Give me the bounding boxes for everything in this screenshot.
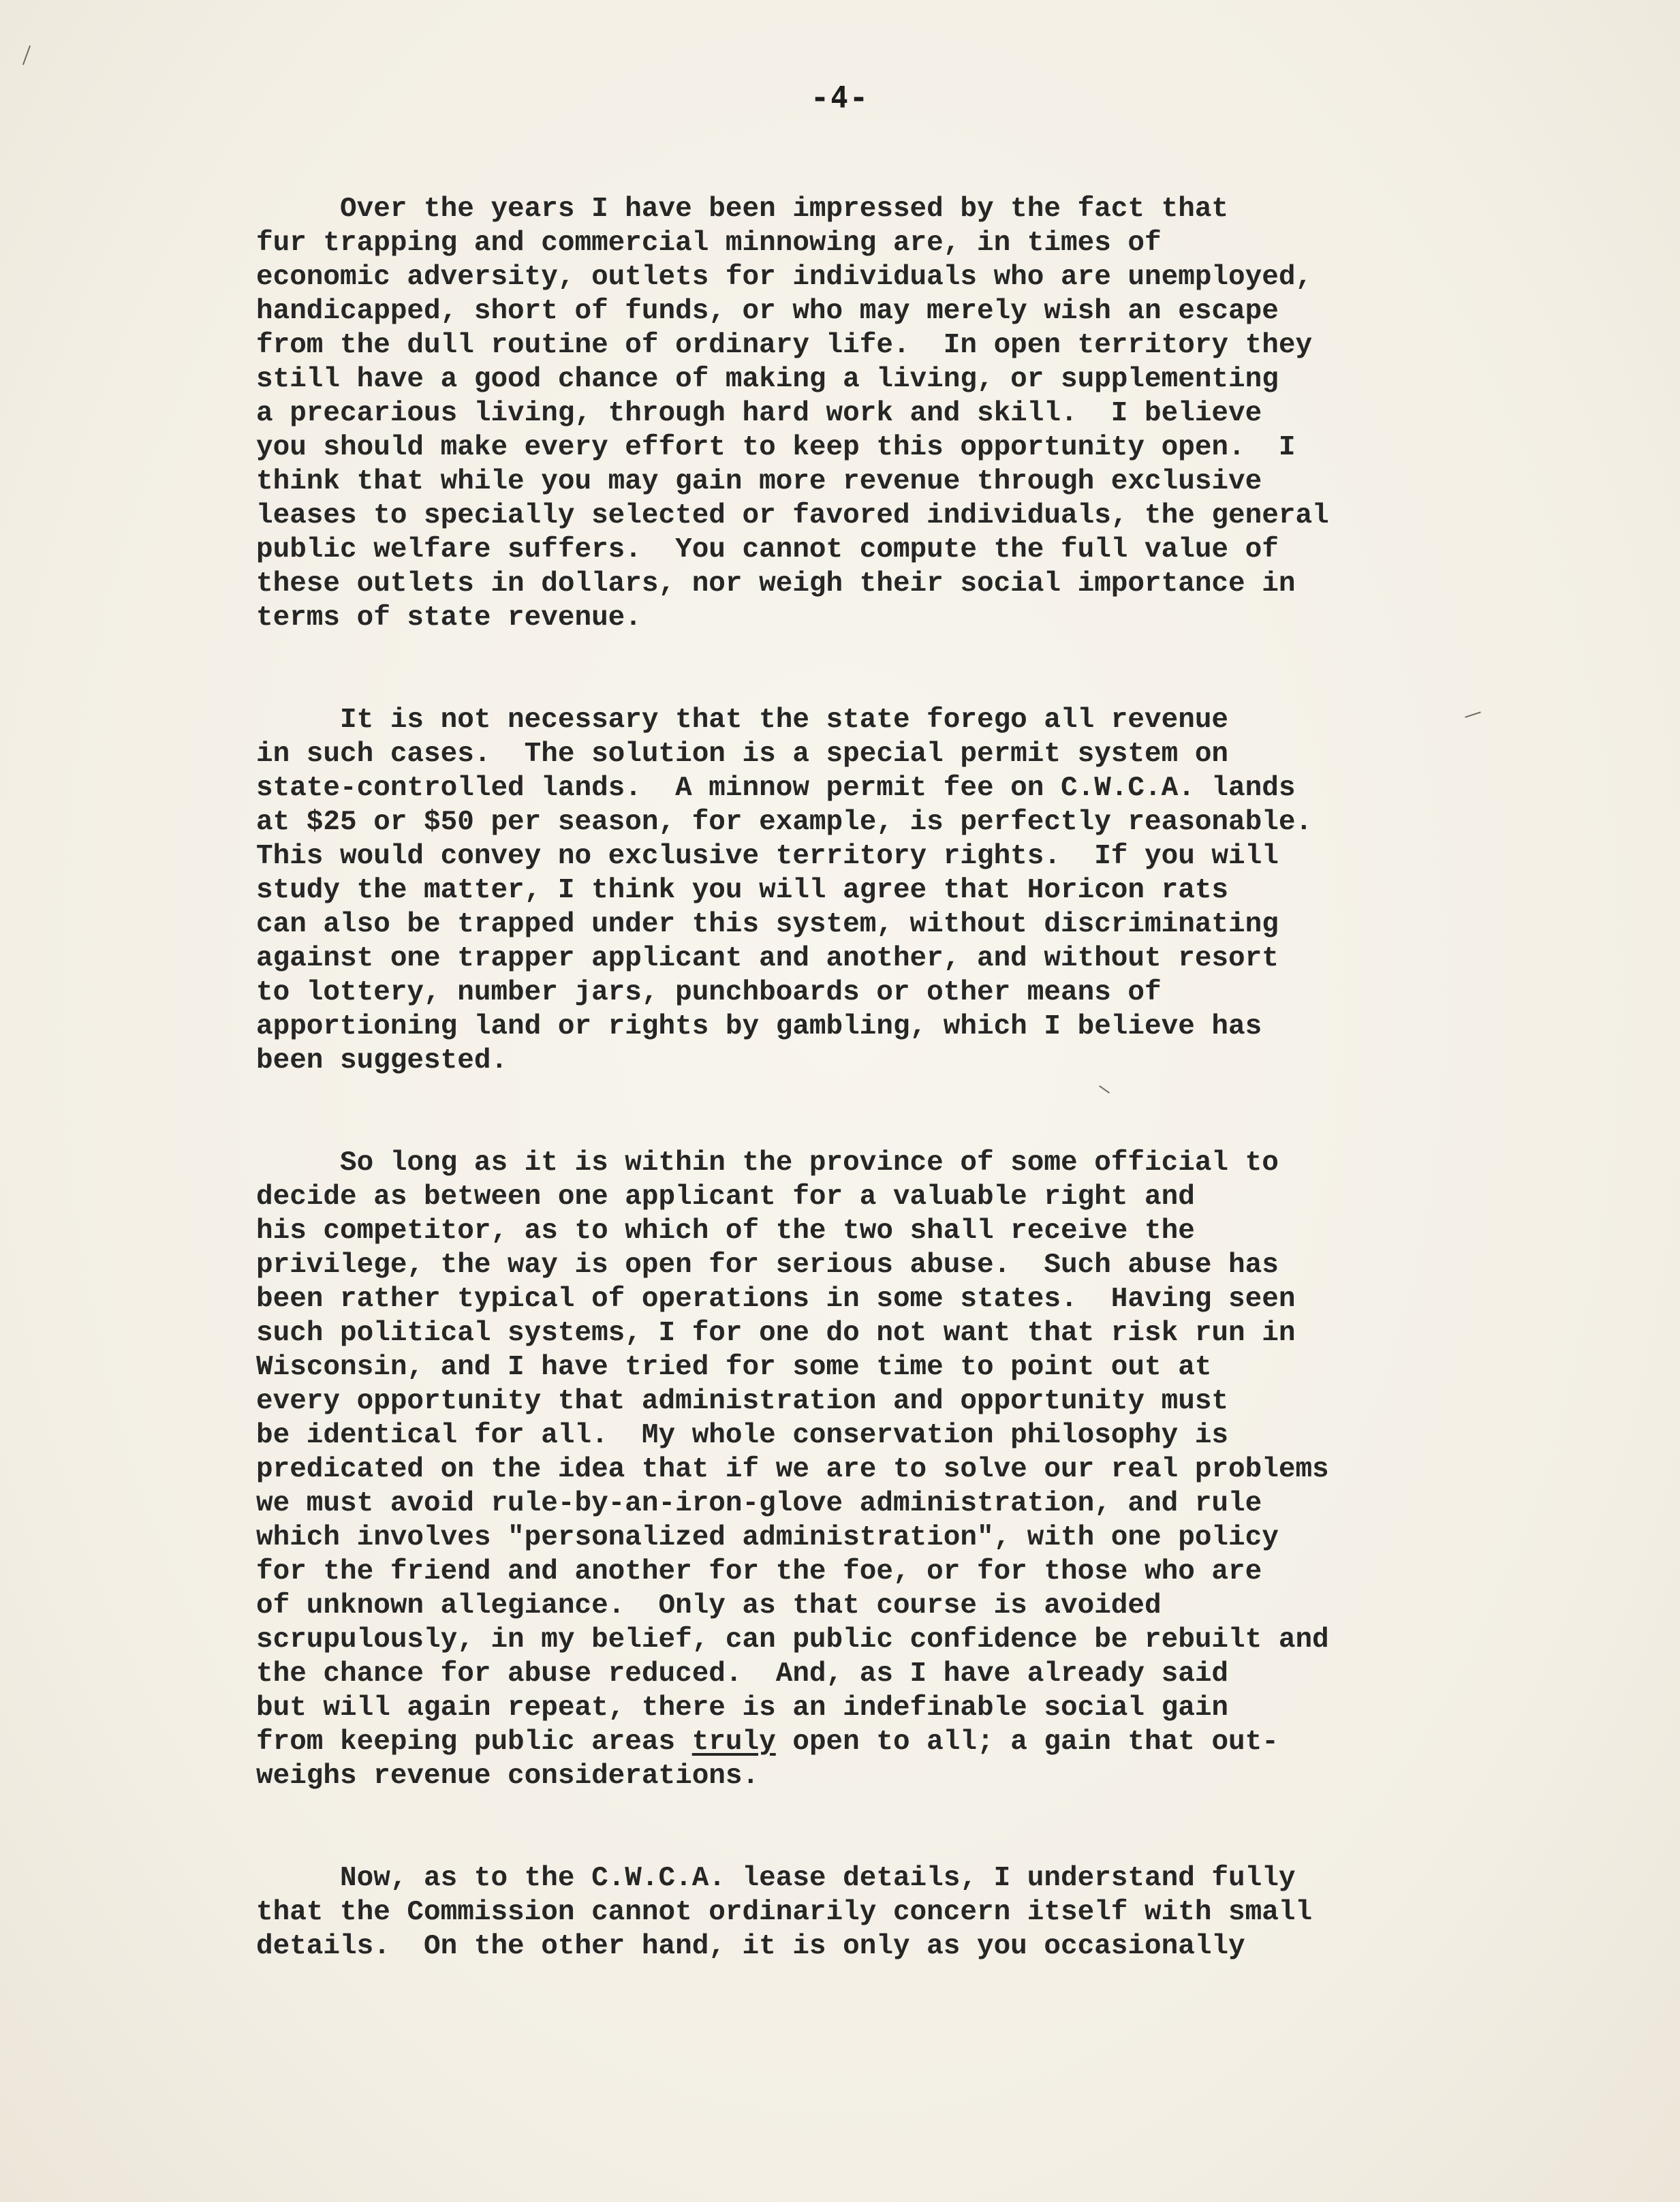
text-line: predicated on the idea that if we are to solve our real problems [256,1454,1329,1485]
text-line: decide as between one applicant for a valuable right and [256,1181,1195,1213]
text-line: for the friend and another for the foe, or for those who are [256,1556,1262,1587]
text-line: but will again repeat, there is an indefinable social gain [256,1692,1229,1724]
text-line: terms of state revenue. [256,602,642,634]
text-line: to lottery, number jars, punchboards or other means of [256,977,1162,1008]
text-line: the chance for abuse reduced. And, as I have already said [256,1658,1229,1690]
text-line: details. On the other hand, it is only as you occasionally [256,1931,1245,1962]
paragraph-4 [256,1861,1585,1964]
text-line-underlined [256,1725,1585,1759]
text-line: think that while you may gain more revenue through exclusive [256,466,1262,497]
text-line: such political systems, I for one do not want that risk run in [256,1318,1296,1349]
text-line: weighs revenue considerations. [256,1761,760,1792]
text-line: been suggested. [256,1045,508,1076]
text-line: economic adversity, outlets for individuals who are unemployed, [256,262,1313,293]
text-line: still have a good chance of making a living, or supplementing [256,364,1279,395]
text-line: state-controlled lands. A minnow permit fee on C.W.C.A. lands [256,773,1296,804]
text-line: we must avoid rule-by-an-iron-glove administration, and rule [256,1488,1262,1519]
text-line: from the dull routine of ordinary life. In open territory they [256,330,1313,361]
pencil-mark [22,46,31,65]
text-line: been rather typical of operations in some states. Having seen [256,1284,1296,1315]
text-line: fur trapping and commercial minnowing are, in times of [256,228,1162,259]
text-line: public welfare suffers. You cannot compute the full value of [256,534,1279,565]
text-line: privilege, the way is open for serious abuse. Such abuse has [256,1250,1279,1281]
text-line: scrupulously, in my belief, can public confidence be rebuilt and [256,1624,1329,1656]
text-line: which involves "personalized administration", with one policy [256,1522,1279,1553]
paragraph-3 [256,1146,1585,1793]
text-line: study the matter, I think you will agree that Horicon rats [256,875,1229,906]
underlined-word: truly [691,1726,776,1758]
text-line: a precarious living, through hard work and skill. I believe [256,398,1262,429]
text-line: Over the years I have been impressed by the fact that [256,193,1229,225]
paragraph-1 [256,192,1585,635]
text-line: his competitor, as to which of the two shall receive the [256,1215,1195,1247]
paragraph-2 [256,703,1585,1078]
text-line: against one trapper applicant and another, and without resort [256,943,1279,974]
text-fragment: from keeping public areas [256,1726,692,1758]
text-line: It is not necessary that the state forego all revenue [256,704,1229,736]
text-line: So long as it is within the province of some official to [256,1147,1279,1179]
text-line: that the Commission cannot ordinarily concern itself with small [256,1897,1313,1928]
text-line: at $25 or $50 per season, for example, is perfectly reasonable. [256,807,1313,838]
text-line: apportioning land or rights by gambling, which I believe has [256,1011,1262,1042]
text-line: in such cases. The solution is a special permit system on [256,739,1229,770]
page-number: -4- [811,80,869,115]
text-line: you should make every effort to keep this opportunity open. I [256,432,1296,463]
text-line: This would convey no exclusive territory rights. If you will [256,841,1279,872]
text-fragment: open to all; a gain that out- [775,1726,1279,1758]
text-line: these outlets in dollars, nor weigh their social importance in [256,568,1296,600]
text-line: Now, as to the C.W.C.A. lease details, I understand fully [256,1863,1296,1894]
text-line: leases to specially selected or favored individuals, the general [256,500,1329,531]
letter-body [256,192,1585,1964]
text-line: every opportunity that administration and opportunity must [256,1386,1229,1417]
text-line: of unknown allegiance. Only as that course is avoided [256,1590,1162,1622]
text-line: can also be trapped under this system, without discriminating [256,909,1279,940]
text-line: Wisconsin, and I have tried for some time to point out at [256,1352,1212,1383]
text-line: handicapped, short of funds, or who may merely wish an escape [256,296,1279,327]
text-line: be identical for all. My whole conservation philosophy is [256,1420,1229,1451]
